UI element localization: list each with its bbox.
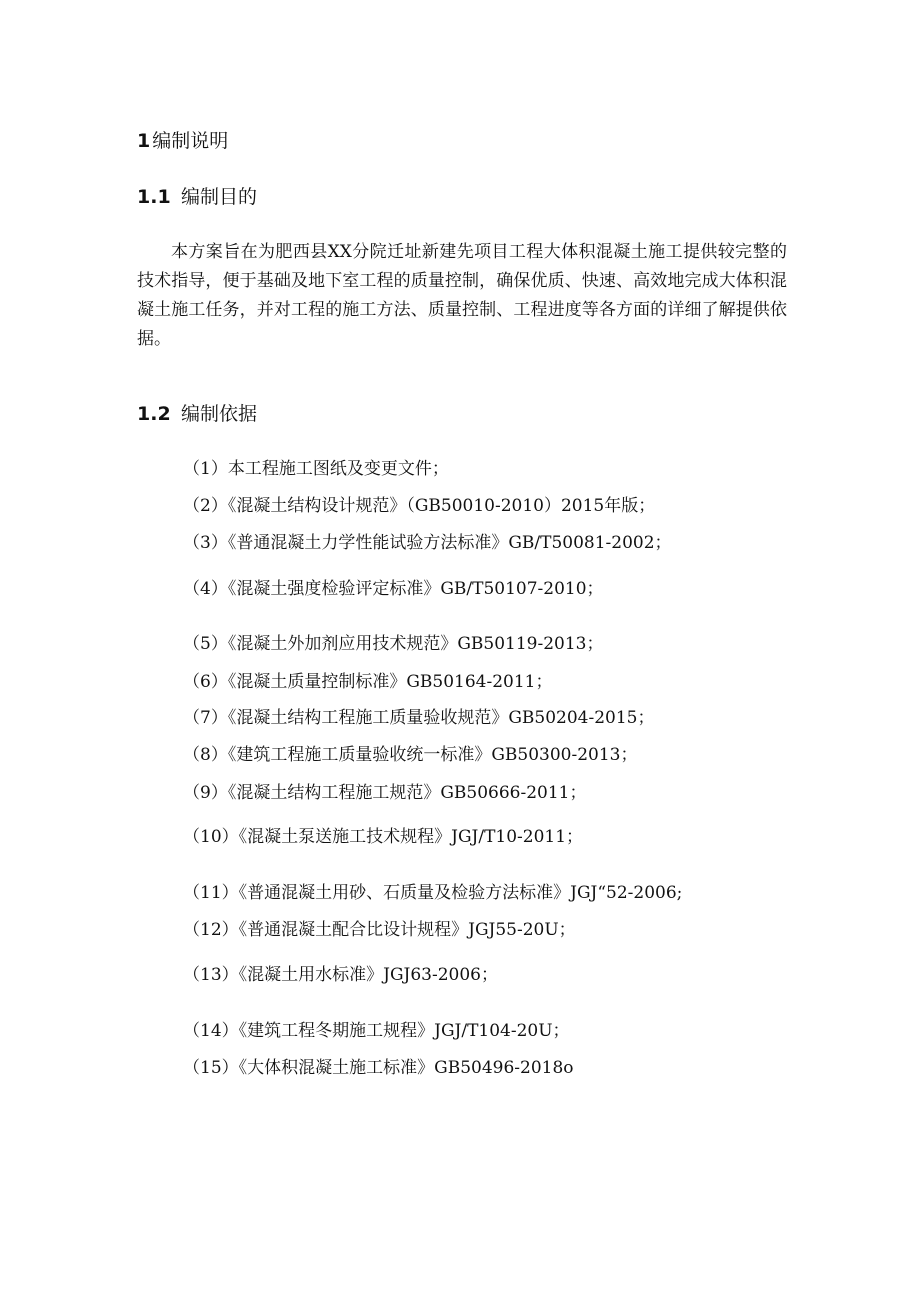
reference-item: （15）《大体积混凝土施工标准》GB50496-2018o	[183, 1058, 574, 1078]
reference-item: （3）《普通混凝土力学性能试验方法标准》GB/T50081-2002；	[183, 533, 672, 553]
section-1-title: 编制说明	[152, 130, 229, 152]
reference-item: （10）《混凝土泵送施工技术规程》JGJ/T10-2011；	[183, 827, 584, 847]
section-1-1-title: 编制目的	[181, 186, 258, 208]
reference-item: （7）《混凝土结构工程施工质量验收规范》GB50204-2015；	[183, 708, 655, 728]
section-1-2-title: 编制依据	[181, 403, 258, 425]
section-1-2-number: 1.2	[137, 403, 171, 425]
reference-item: （5）《混凝土外加剂应用技术规范》GB50119-2013；	[183, 634, 604, 654]
reference-item: （13）《混凝土用水标准》JGJ63-2006；	[183, 965, 498, 985]
reference-item: （1）本工程施工图纸及变更文件；	[183, 459, 449, 479]
reference-item: （8）《建筑工程施工质量验收统一标准》GB50300-2013；	[183, 745, 638, 765]
reference-item: （6）《混凝土质量控制标准》GB50164-2011；	[183, 672, 553, 692]
reference-item: （2）《混凝土结构设计规范》（GB50010-2010）2015年版；	[183, 496, 656, 516]
reference-item: （12）《普通混凝土配合比设计规程》JGJ55-20U；	[183, 920, 576, 940]
purpose-paragraph: 本方案旨在为肥西县XX分院迁址新建先项目工程大体积混凝土施工提供较完整的技术指导，便于基础及地下室工程的质量控制，确保优质、快速、高效地完成大体积混凝土施工任务，并对工程的施工方法、质量控制、工程进度等各方面的详细了解提供依据。	[137, 242, 787, 349]
section-1-1-number: 1.1	[137, 186, 171, 208]
reference-item: （11）《普通混凝土用砂、石质量及检验方法标准》JGJ“52-2006;	[183, 883, 683, 903]
reference-item: （4）《混凝土强度检验评定标准》GB/T50107-2010；	[183, 579, 604, 599]
section-1-number: 1	[137, 130, 151, 152]
reference-item: （14）《建筑工程冬期施工规程》JGJ/T104-20U；	[183, 1021, 570, 1041]
reference-item: （9）《混凝土结构工程施工规范》GB50666-2011；	[183, 783, 587, 803]
